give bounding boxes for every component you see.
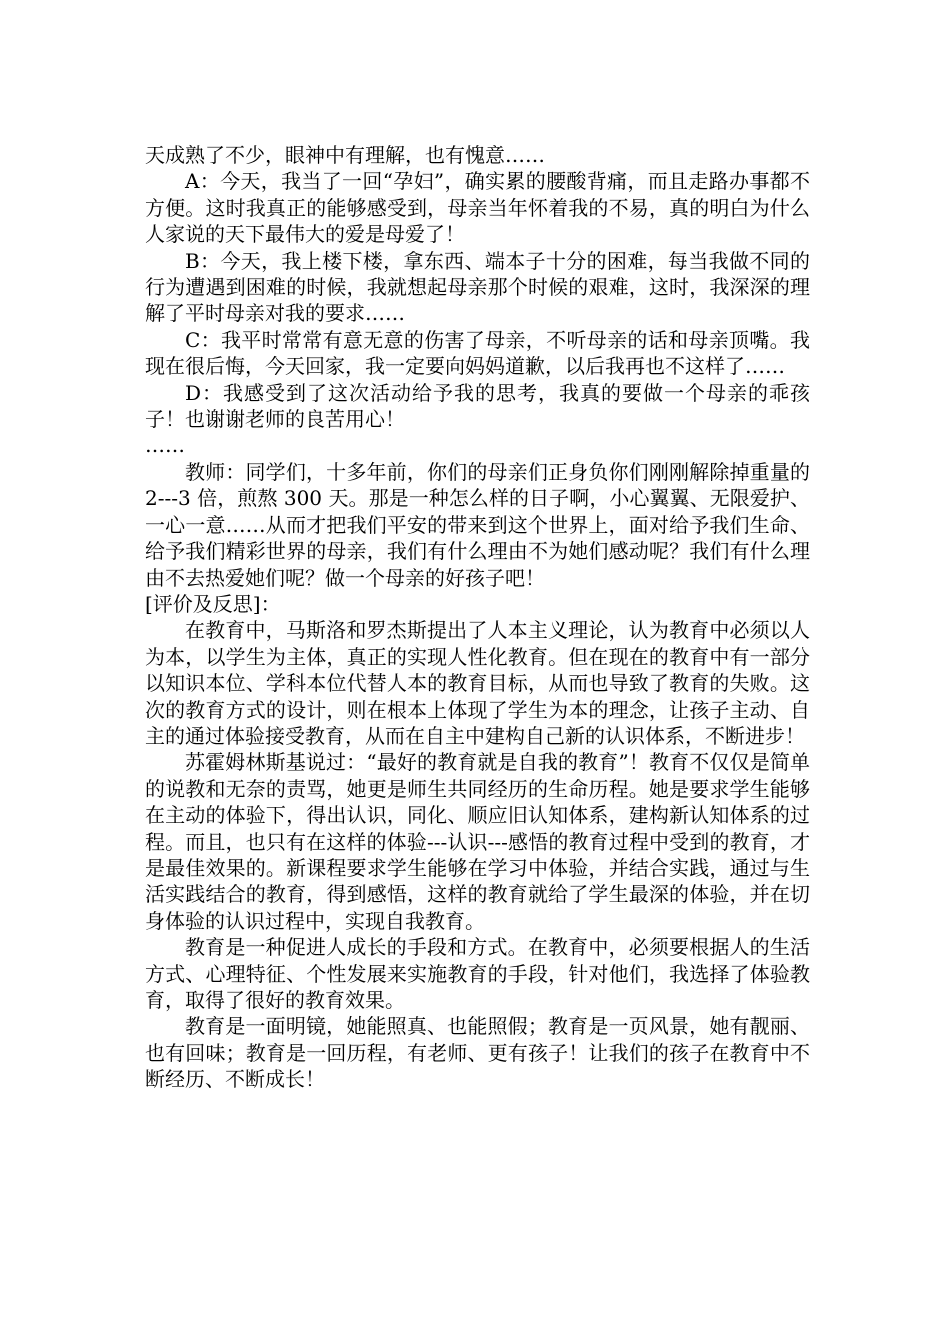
paragraph-reflection-3: 教育是一种促进人成长的手段和方式。在教育中，必须要根据人的生活方式、心理特征、个性发展来实施教育的手段，针对他们，我选择了体验教育，取得了很好的教育效果。 xyxy=(145,935,810,1012)
paragraph-reflection-4: 教育是一面明镜，她能照真、也能照假；教育是一页风景，她有靓丽、也有回味；教育是一回历程，有老师、更有孩子！让我们的孩子在教育中不断经历、不断成长！ xyxy=(145,1014,810,1092)
paragraph-reflection-1: 在教育中，马斯洛和罗杰斯提出了人本主义理论，认为教育中必须以人为本，以学生为主体，真正的实现人性化教育。但在现在的教育中有一部分以知识本位、学科本位代替人本的教育目标，从而也导致了教育的失败。这次的教育方式的设计，则在根本上体现了学生为本的理念，让孩子主动、自主的通过体验接受教育，从而在自主中建构自己新的认识体系，不断进步！ xyxy=(145,618,810,748)
paragraph-student-a: A：今天，我当了一回“孕妇”，确实累的腰酸背痛，而且走路办事都不方便。这时我真正的能够感受到，母亲当年怀着我的不易，真的明白为什么人家说的天下最伟大的爱是母爱了！ xyxy=(145,169,810,247)
paragraph-student-d: D：我感受到了这次活动给予我的思考，我真的要做一个母亲的乖孩子！也谢谢老师的良苦用心！ xyxy=(145,380,810,432)
paragraph-continuation: 天成熟了不少，眼神中有理解，也有愧意…… xyxy=(145,143,545,167)
document-page xyxy=(145,142,817,1093)
section-heading-reflection: [评价及反思]： xyxy=(145,591,281,616)
paragraph-ellipsis: …… xyxy=(145,433,185,458)
paragraph-student-b: B：今天，我上楼下楼，拿东西、端本子十分的困难，每当我做不同的行为遭遇到困难的时候，我就想起母亲那个时候的艰难，这时，我深深的理解了平时母亲对我的要求…… xyxy=(145,248,810,326)
paragraph-reflection-2: 苏霍姆林斯基说过：“最好的教育就是自我的教育”！教育不仅仅是简单的说教和无奈的责骂，她更是师生共同经历的生命历程。她是要求学生能够在主动的体验下，得出认识，同化、顺应旧认知体系，建构新认知体系的过程。而且，也只有在这样的体验---认识---感悟的教育过程中受到的教育，才是最佳效果的。新课程要求学生能够在学习中体验，并结合实践，通过与生活实践结合的教育，得到感悟，这样的教育就给了学生最深的体验，并在切身体验的认识过程中，实现自我教育。 xyxy=(145,750,810,933)
paragraph-teacher: 教师：同学们，十多年前，你们的母亲们正身负你们刚刚解除掉重量的 2---3 倍，煎熬 300 天。那是一种怎么样的日子啊，小心翼翼、无限爱护、一心一意……从而才把我们平安的带来到这个世界上，面对给予我们生命、给予我们精彩世界的母亲，我们有什么理由不为她们感动呢？我们有什么理由不去热爱她们呢？做一个母亲的好孩子吧！ xyxy=(145,459,817,590)
paragraph-student-c: C：我平时常常有意无意的伤害了母亲，不听母亲的话和母亲顶嘴。我现在很后悔，今天回家，我一定要向妈妈道歉，以后我再也不这样了…… xyxy=(145,327,810,379)
